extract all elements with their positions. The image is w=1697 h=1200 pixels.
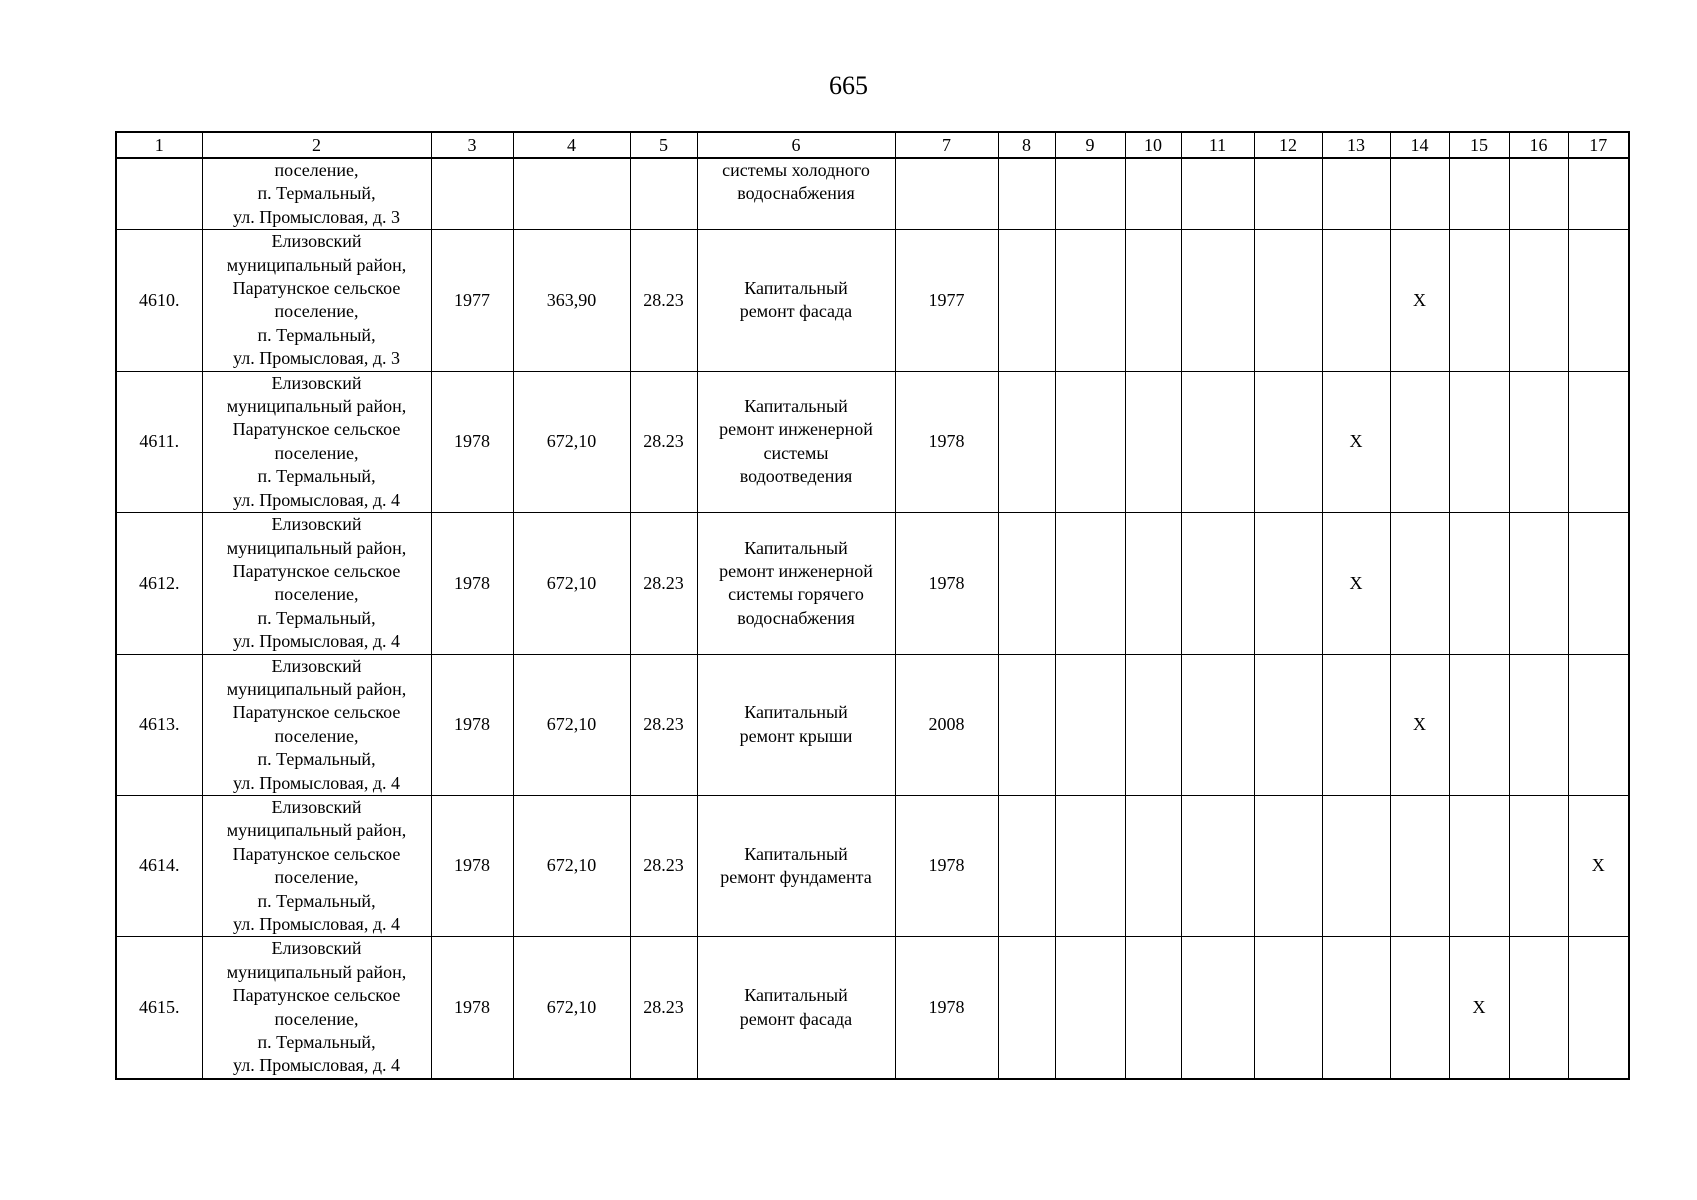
cell-area: 672,10 [513,937,630,1079]
cell-col-9 [1055,937,1125,1079]
cell-col-14-mark: X [1390,654,1449,795]
column-number-header [116,132,1629,158]
addr-line: п. Термальный, [257,183,376,204]
works-table [115,131,1630,1080]
addr-line: Елизовский [271,796,362,817]
cell-col-12 [1254,654,1322,795]
cell-col-16 [1509,158,1568,230]
page-number: 665 [829,71,868,100]
column-header-4: 4 [513,132,630,158]
cell-col-16 [1509,795,1568,936]
table-row [116,371,1629,512]
cell-col-14 [1390,513,1449,654]
cell-year2 [895,158,998,230]
addr-line: Паратунское сельское [232,702,401,723]
cell-col-10 [1125,937,1181,1079]
cell-work [697,513,895,654]
cell-col-14 [1390,158,1449,230]
cell-col-10 [1125,795,1181,936]
work-line: Капитальный [744,278,848,299]
work-line: ремонт фундамента [720,867,872,888]
addr-line: Паратунское сельское [232,419,401,440]
table-row [116,937,1629,1079]
addr-line: поселение, [274,442,359,463]
work-line: Капитальный [744,537,848,558]
cell-col-12 [1254,158,1322,230]
work-line: системы холодного [722,160,870,180]
cell-col-12 [1254,795,1322,936]
addr-line: ул. Промысловая, д. 4 [233,772,400,793]
cell-year: 1978 [431,654,513,795]
cell-address [202,795,431,936]
continuation-row [116,158,1629,230]
table-row [116,513,1629,654]
cell-num: 4614. [116,795,202,936]
cell-col-17 [1568,513,1629,654]
cell-num: 4615. [116,937,202,1079]
addr-line: п. Термальный, [257,324,376,345]
cell-code: 28.23 [630,230,697,371]
addr-line: Елизовский [271,938,362,959]
cell-col-15 [1449,654,1509,795]
cell-col-8 [998,937,1055,1079]
addr-line: Паратунское сельское [232,843,401,864]
cell-col-13 [1322,937,1390,1079]
addr-line: муниципальный район, [226,820,407,841]
work-line: Капитальный [744,985,848,1006]
cell-col-15 [1449,795,1509,936]
work-line: водоснабжения [737,607,855,628]
work-line: системы [763,442,829,463]
work-line: водоснабжения [737,183,855,204]
addr-line: поселение, [274,725,359,746]
column-header-12: 12 [1254,132,1322,158]
column-header-3: 3 [431,132,513,158]
cell-year: 1977 [431,230,513,371]
cell-col-8 [998,230,1055,371]
cell-work [697,158,895,230]
work-line: Капитальный [744,396,848,417]
work-line: системы горячего [728,584,864,605]
cell-year2: 1978 [895,371,998,512]
cell-code: 28.23 [630,795,697,936]
column-header-2: 2 [202,132,431,158]
cell-area: 363,90 [513,230,630,371]
cell-col-11 [1181,513,1254,654]
cell-col-11 [1181,371,1254,512]
cell-work [697,937,895,1079]
cell-year2: 2008 [895,654,998,795]
column-header-11: 11 [1181,132,1254,158]
cell-col-16 [1509,513,1568,654]
addr-line: ул. Промысловая, д. 4 [233,1055,400,1076]
cell-col-17 [1568,158,1629,230]
cell-year: 1978 [431,371,513,512]
cell-col-15-mark: X [1449,937,1509,1079]
cell-col-17 [1568,230,1629,371]
cell-col-15 [1449,158,1509,230]
cell-code: 28.23 [630,371,697,512]
addr-line: ул. Промысловая, д. 4 [233,489,400,510]
column-header-7: 7 [895,132,998,158]
column-header-10: 10 [1125,132,1181,158]
column-header-14: 14 [1390,132,1449,158]
cell-col-12 [1254,513,1322,654]
cell-col-11 [1181,158,1254,230]
cell-col-15 [1449,371,1509,512]
addr-line: ул. Промысловая, д. 3 [233,206,400,227]
addr-line: Елизовский [271,372,362,393]
cell-col-16 [1509,937,1568,1079]
column-header-13: 13 [1322,132,1390,158]
cell-col-9 [1055,513,1125,654]
cell-code [630,158,697,230]
cell-address [202,158,431,230]
cell-col-12 [1254,371,1322,512]
cell-num: 4610. [116,230,202,371]
cell-code: 28.23 [630,937,697,1079]
addr-line: п. Термальный, [257,1032,376,1053]
cell-year2: 1978 [895,795,998,936]
cell-col-8 [998,158,1055,230]
cell-col-10 [1125,230,1181,371]
cell-col-9 [1055,654,1125,795]
cell-col-12 [1254,230,1322,371]
cell-work [697,371,895,512]
cell-col-8 [998,795,1055,936]
work-line: Капитальный [744,843,848,864]
addr-line: Елизовский [271,231,362,252]
work-line: Капитальный [744,702,848,723]
cell-year [431,158,513,230]
addr-line: муниципальный район, [226,396,407,417]
addr-line: муниципальный район, [226,678,407,699]
cell-address [202,937,431,1079]
column-header-9: 9 [1055,132,1125,158]
cell-col-17-mark: X [1568,795,1629,936]
work-line: ремонт фасада [739,301,853,322]
table-row [116,795,1629,936]
cell-col-12 [1254,937,1322,1079]
addr-line: поселение, [274,867,359,888]
column-header-1: 1 [116,132,202,158]
column-header-17: 17 [1568,132,1629,158]
table-body [116,158,1629,1079]
addr-line: поселение, [274,584,359,605]
addr-line: Паратунское сельское [232,560,401,581]
cell-col-14 [1390,937,1449,1079]
cell-col-9 [1055,795,1125,936]
column-header-15: 15 [1449,132,1509,158]
cell-address [202,371,431,512]
cell-col-9 [1055,371,1125,512]
cell-col-11 [1181,795,1254,936]
addr-line: ул. Промысловая, д. 4 [233,914,400,934]
cell-col-10 [1125,158,1181,230]
cell-area: 672,10 [513,795,630,936]
cell-col-16 [1509,654,1568,795]
cell-col-15 [1449,230,1509,371]
cell-col-13 [1322,795,1390,936]
addr-line: Паратунское сельское [232,985,401,1006]
cell-area: 672,10 [513,513,630,654]
addr-line: Елизовский [271,655,362,676]
column-header-6: 6 [697,132,895,158]
addr-line: п. Термальный, [257,890,376,911]
column-header-16: 16 [1509,132,1568,158]
cell-num [116,158,202,230]
addr-line: поселение, [274,1008,359,1029]
cell-col-8 [998,513,1055,654]
cell-num: 4611. [116,371,202,512]
cell-year: 1978 [431,513,513,654]
cell-address [202,230,431,371]
work-line: ремонт крыши [739,725,853,746]
addr-line: поселение, [274,160,359,180]
cell-code: 28.23 [630,513,697,654]
cell-area [513,158,630,230]
column-header-8: 8 [998,132,1055,158]
work-line: ремонт фасада [739,1008,853,1029]
work-line: ремонт инженерной [719,560,873,581]
cell-col-13 [1322,158,1390,230]
cell-col-10 [1125,513,1181,654]
cell-col-16 [1509,371,1568,512]
addr-line: муниципальный район, [226,537,407,558]
cell-col-11 [1181,937,1254,1079]
cell-col-9 [1055,158,1125,230]
cell-num: 4613. [116,654,202,795]
cell-col-16 [1509,230,1568,371]
cell-year2: 1978 [895,937,998,1079]
cell-col-13 [1322,230,1390,371]
cell-col-8 [998,371,1055,512]
cell-year: 1978 [431,795,513,936]
cell-code: 28.23 [630,654,697,795]
cell-work [697,795,895,936]
cell-col-10 [1125,654,1181,795]
cell-col-14-mark: X [1390,230,1449,371]
addr-line: ул. Промысловая, д. 4 [233,631,400,652]
cell-col-17 [1568,937,1629,1079]
cell-col-15 [1449,513,1509,654]
addr-line: Елизовский [271,514,362,535]
addr-line: п. Термальный, [257,749,376,770]
cell-work [697,654,895,795]
cell-area: 672,10 [513,371,630,512]
cell-col-10 [1125,371,1181,512]
cell-col-14 [1390,795,1449,936]
cell-col-8 [998,654,1055,795]
cell-col-11 [1181,654,1254,795]
table-row [116,230,1629,371]
cell-year2: 1978 [895,513,998,654]
work-line: ремонт инженерной [719,419,873,440]
cell-work [697,230,895,371]
addr-line: муниципальный район, [226,961,407,982]
cell-col-13-mark: X [1322,371,1390,512]
cell-col-11 [1181,230,1254,371]
column-header-5: 5 [630,132,697,158]
cell-num: 4612. [116,513,202,654]
cell-area: 672,10 [513,654,630,795]
cell-col-13-mark: X [1322,513,1390,654]
addr-line: муниципальный район, [226,254,407,275]
table-row [116,654,1629,795]
addr-line: ул. Промысловая, д. 3 [233,348,400,369]
addr-line: п. Термальный, [257,466,376,487]
cell-col-17 [1568,654,1629,795]
cell-address [202,513,431,654]
addr-line: поселение, [274,301,359,322]
work-line: водоотведения [739,466,853,487]
cell-year: 1978 [431,937,513,1079]
cell-col-14 [1390,371,1449,512]
cell-address [202,654,431,795]
cell-col-17 [1568,371,1629,512]
addr-line: п. Термальный, [257,607,376,628]
cell-year2: 1977 [895,230,998,371]
cell-col-13 [1322,654,1390,795]
cell-col-9 [1055,230,1125,371]
addr-line: Паратунское сельское [232,278,401,299]
